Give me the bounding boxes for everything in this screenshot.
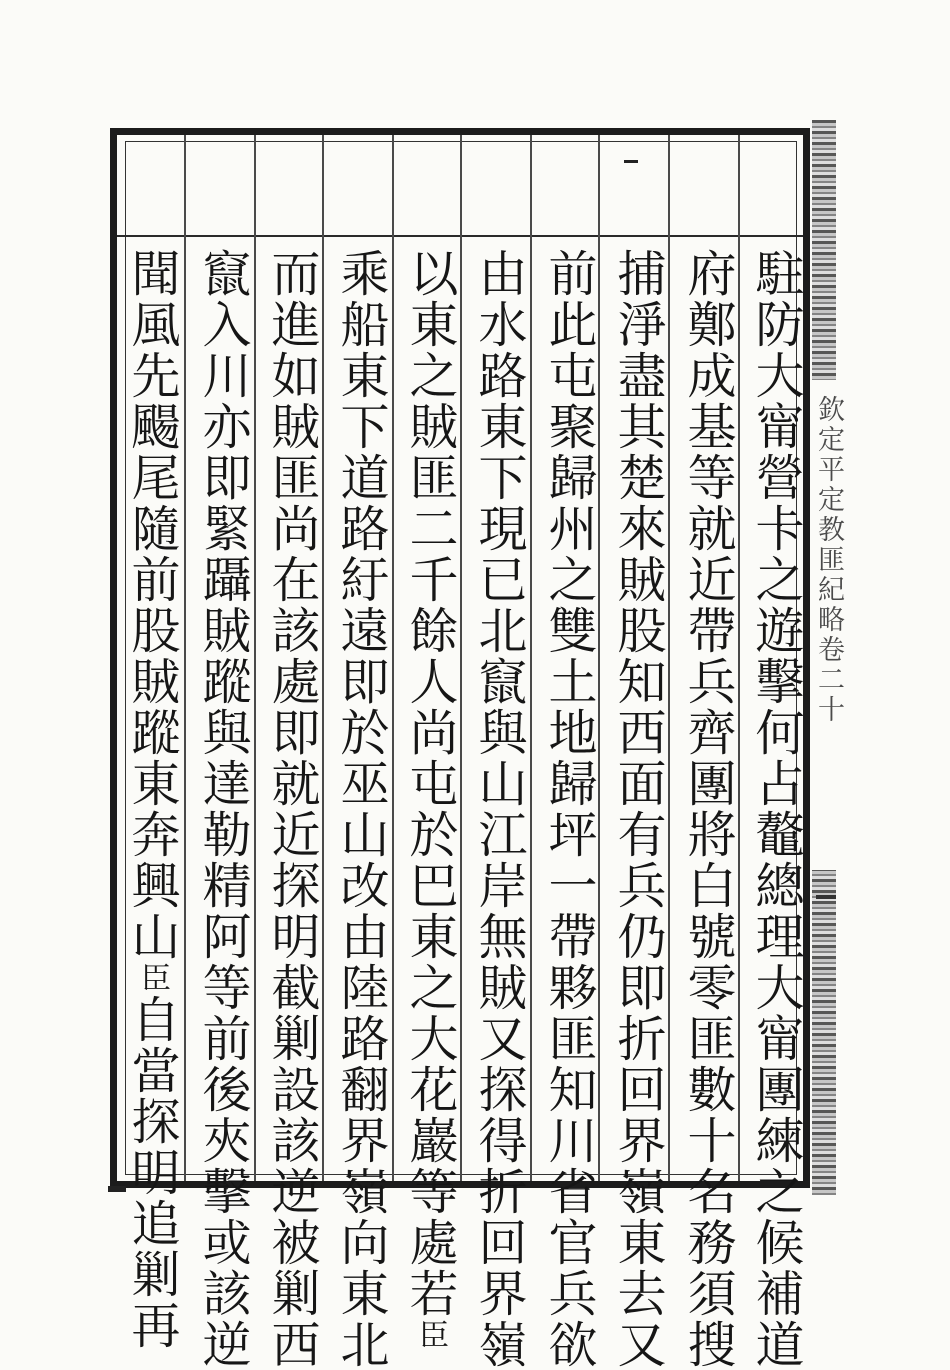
text-column-7: 乘船東下道路紆遠即於巫山改由陸路翻界嶺向東北 — [333, 248, 390, 1370]
book-title-margin: 欽定平定教匪紀略卷二十 — [813, 395, 844, 725]
folio-mark — [816, 895, 836, 899]
column-10-small: 臣 — [135, 962, 170, 994]
text-column-4: 前此屯聚歸州之雙土地歸坪一帶夥匪知川省官兵欲 — [541, 248, 598, 1370]
text-column-10 — [120, 248, 184, 1351]
column-rule — [184, 135, 186, 1181]
column-10-rest: 自當探明追剿再 — [124, 994, 181, 1351]
column-6-main: 以東之賊匪二千餘人尚屯於巴東之大花巖等處若 — [402, 248, 459, 1319]
text-column-1: 駐防大甯營卡之遊擊何占鼇總理大甯團練之候補道 — [748, 248, 805, 1370]
text-column-2: 府鄭成基等就近帶兵齊團將白號零匪數十名務須搜 — [680, 248, 737, 1370]
text-column-8: 而進如賊匪尚在該處即就近探明截剿設該逆被剿西 — [264, 248, 321, 1370]
text-column-6 — [398, 248, 462, 1351]
column-10-main: 聞風先颺尾隨前股賊蹤東奔興山 — [124, 248, 181, 962]
text-column-5: 由水路東下現已北竄與山江岸無賊又探得折回界嶺 — [471, 248, 528, 1370]
column-6-tail: 臣 — [413, 1319, 448, 1351]
center-mark — [624, 160, 638, 163]
text-column-3: 捕淨盡其楚來賊股知西面有兵仍即折回界嶺東去又 — [610, 248, 667, 1370]
text-column-9: 竄入川亦即緊躡賊蹤與達勒精阿等前後夾擊或該逆 — [195, 248, 252, 1370]
